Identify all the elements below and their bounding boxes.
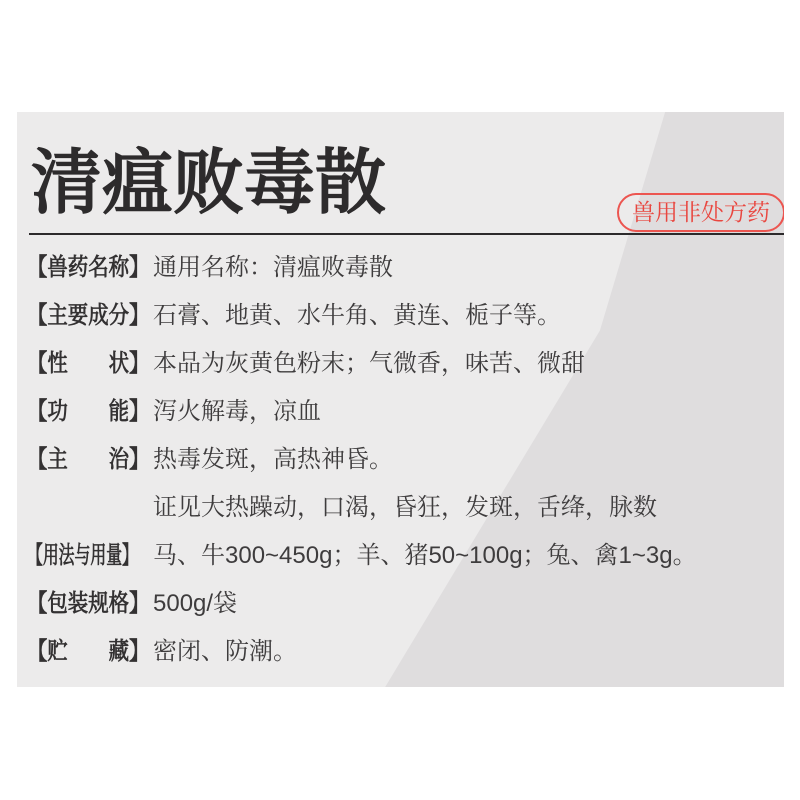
info-row <box>27 398 772 425</box>
row-content: 证见大热躁动，口渴，昏狂，发斑，舌绛，脉数 <box>153 494 657 521</box>
row-label: 【兽药名称】 <box>27 254 150 281</box>
title-divider <box>29 233 784 235</box>
row-label: 【贮 藏】 <box>27 638 150 665</box>
info-row <box>27 254 772 281</box>
info-row <box>27 638 772 665</box>
row-label: 【性 状】 <box>27 350 150 377</box>
row-content: 通用名称：清瘟败毒散 <box>153 254 393 281</box>
row-label: 【包装规格】 <box>27 590 150 617</box>
info-row <box>27 446 772 473</box>
info-row <box>27 350 772 377</box>
row-content: 热毒发斑，高热神昏。 <box>153 446 393 473</box>
row-content: 500g/袋 <box>153 590 238 617</box>
row-content: 马、牛300~450g；羊、猪50~100g；兔、禽1~3g。 <box>153 542 697 569</box>
info-row <box>27 302 772 329</box>
info-rows <box>27 254 772 686</box>
row-label: 【主 治】 <box>27 446 150 473</box>
info-row <box>27 590 772 617</box>
row-content: 石膏、地黄、水牛角、黄连、栀子等。 <box>153 302 561 329</box>
row-label: 【用法与用量】 <box>27 542 138 569</box>
label-panel <box>17 112 784 687</box>
page-title: 清瘟败毒散 <box>31 144 387 223</box>
row-content: 本品为灰黄色粉末；气微香，味苦、微甜 <box>153 350 585 377</box>
info-row <box>27 494 772 521</box>
row-content: 泻火解毒，凉血 <box>153 398 321 425</box>
otc-badge: 兽用非处方药 <box>617 193 784 232</box>
row-content: 密闭、防潮。 <box>153 638 297 665</box>
row-label: 【功 能】 <box>27 398 150 425</box>
row-label: 【主要成分】 <box>27 302 150 329</box>
info-row <box>27 542 772 569</box>
